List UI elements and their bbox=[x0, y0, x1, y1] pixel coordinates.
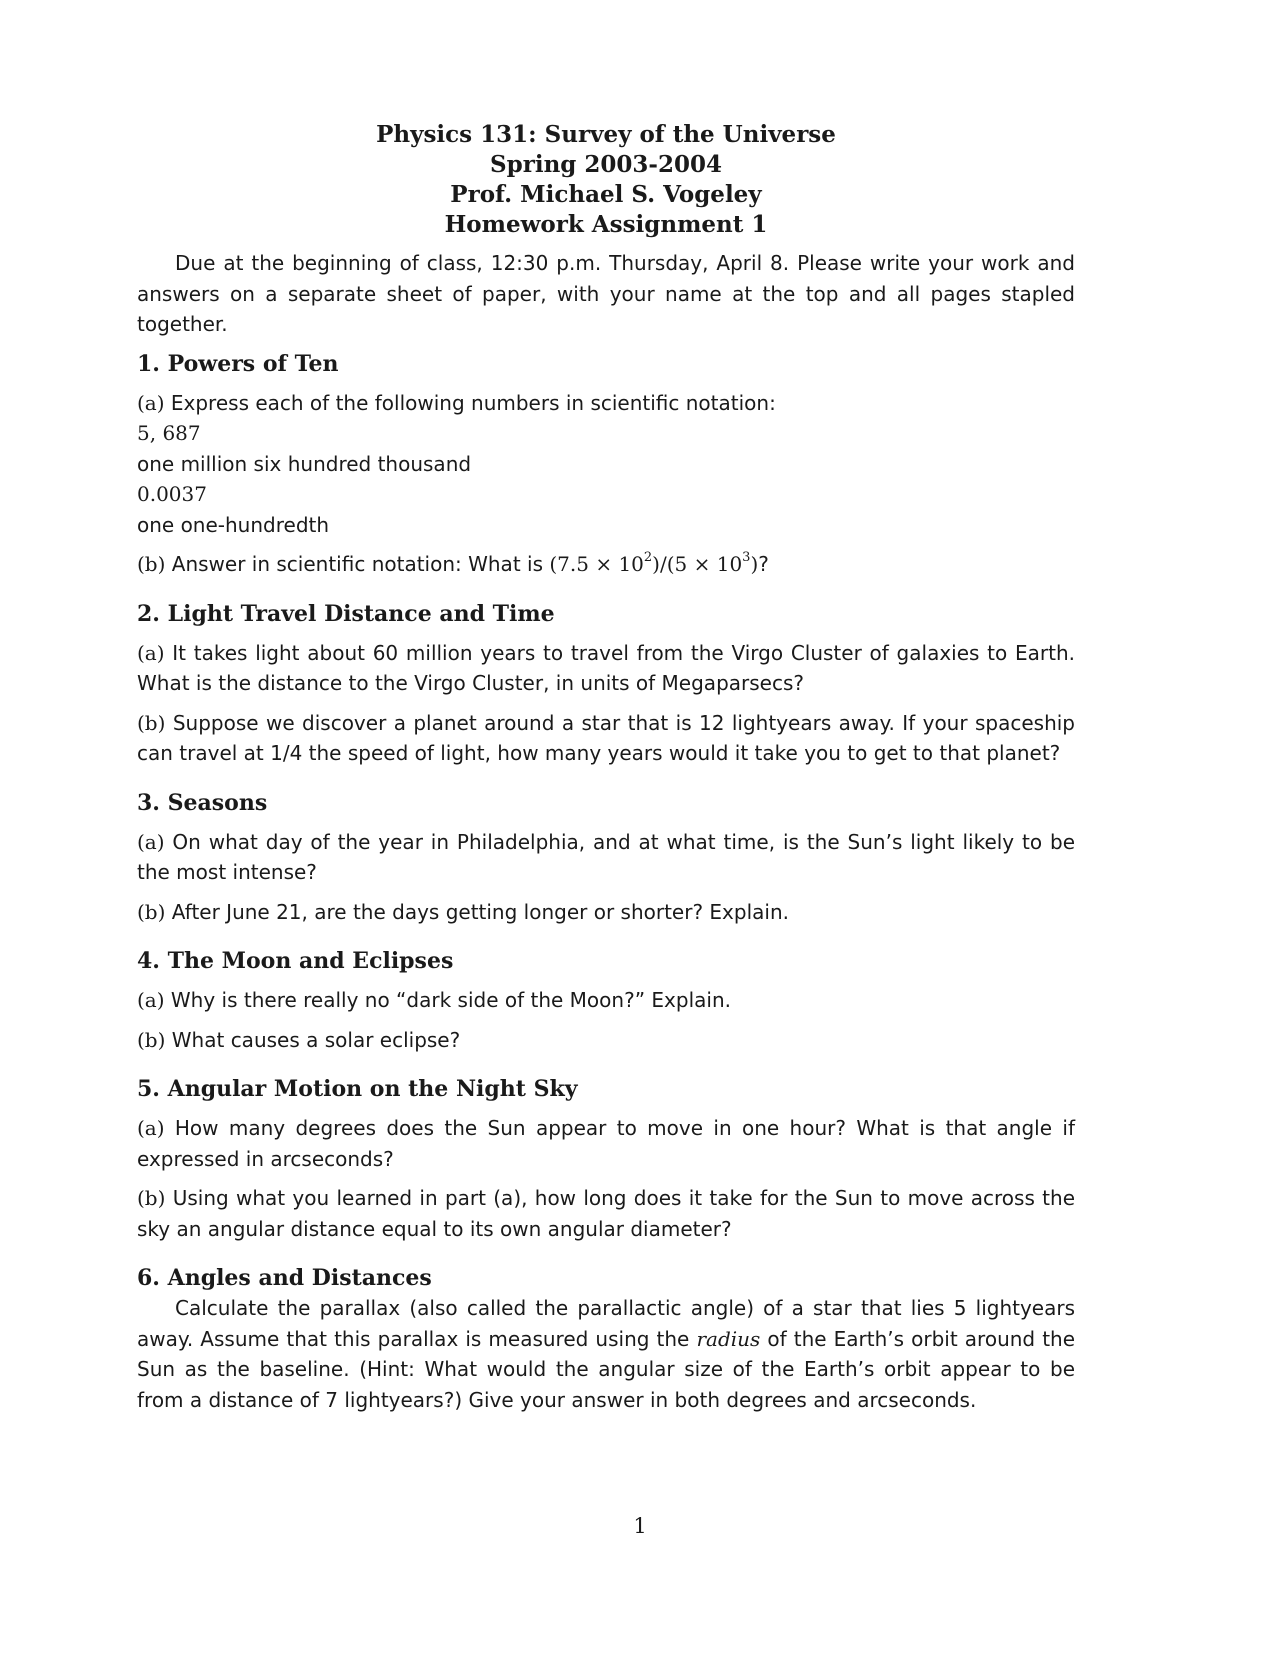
part-text: After June 21, are the days getting longer or shorter? Explain. bbox=[171, 899, 789, 924]
homework-page bbox=[137, 120, 1075, 1415]
section-1-title: 1. Powers of Ten bbox=[137, 350, 339, 377]
emphasis-radius: radius bbox=[696, 1326, 761, 1351]
assignment-title: Homework Assignment 1 bbox=[444, 211, 768, 238]
paragraph-text: of the Earth’s orbit around the Sun as the baseline. (Hint: What would the angular size of the Earth’s orbit appear to be from a distance of 7 lightyears?) Give your answer in both degrees and arcseconds. bbox=[137, 1326, 1076, 1412]
exponent: 2 bbox=[643, 550, 653, 566]
section-4-part-b bbox=[137, 1025, 1075, 1056]
math-part: )/(5 × 10 bbox=[652, 552, 743, 576]
part-label: (b) bbox=[137, 710, 166, 735]
part-text: It takes light about 60 million years to travel from the Virgo Cluster of galaxies to Earth. What is the distance to the Virgo Cluster, in units of Megaparsecs? bbox=[137, 640, 1075, 695]
section-1-items bbox=[137, 418, 1075, 540]
part-label: (a) bbox=[137, 988, 165, 1012]
list-item: 5, 687 bbox=[137, 421, 201, 445]
section-5-part-b bbox=[137, 1183, 1075, 1244]
list-item: one one-hundredth bbox=[137, 512, 330, 537]
part-label: (b) bbox=[137, 899, 166, 924]
math-part: (7.5 × 10 bbox=[549, 552, 644, 576]
section-2-title: 2. Light Travel Distance and Time bbox=[137, 600, 555, 627]
math-part: ) bbox=[750, 552, 759, 576]
section-2-part-a bbox=[137, 638, 1075, 699]
part-label: (a) bbox=[137, 390, 165, 415]
list-item: one million six hundred thousand bbox=[137, 451, 472, 476]
part-text: How many degrees does the Sun appear to move in one hour? What is that angle if expressed in arcseconds? bbox=[137, 1116, 1075, 1171]
section-3-part-b bbox=[137, 897, 1075, 928]
part-label: (a) bbox=[137, 829, 165, 854]
part-text: What causes a solar eclipse? bbox=[171, 1027, 461, 1052]
exponent: 3 bbox=[742, 550, 751, 566]
section-1-part-b bbox=[137, 549, 1075, 580]
list-item: 0.0037 bbox=[137, 482, 207, 506]
professor-name: Prof. Michael S. Vogeley bbox=[450, 181, 762, 208]
course-title: Physics 131: Survey of the Universe bbox=[376, 121, 836, 148]
question-mark: ? bbox=[758, 552, 769, 576]
intro-paragraph: Due at the beginning of class, 12:30 p.m. Thursday, April 8. Please write your work and answers on a separate sheet of paper, with your name at the top and all pages stapled together. bbox=[137, 251, 1075, 336]
section-3-part-a bbox=[137, 827, 1075, 888]
page-number: 1 bbox=[633, 1514, 647, 1538]
part-label: (a) bbox=[137, 1116, 165, 1140]
section-6-paragraph bbox=[137, 1293, 1075, 1415]
part-label: (b) bbox=[137, 1027, 166, 1052]
part-text: Using what you learned in part (a), how long does it take for the Sun to move across the sky an angular distance equal to its own angular diameter? bbox=[137, 1186, 1075, 1241]
section-3-title: 3. Seasons bbox=[137, 789, 268, 816]
part-text: Why is there really no “dark side of the Moon?” Explain. bbox=[170, 988, 731, 1012]
part-text: Suppose we discover a planet around a star that is 12 lightyears away. If your spaceship can travel at 1/4 the speed of light, how many years would it take you to get to that planet? bbox=[137, 710, 1075, 765]
section-4-part-a bbox=[137, 985, 1075, 1016]
part-label: (a) bbox=[137, 640, 165, 665]
part-text: Express each of the following numbers in scientific notation: bbox=[170, 390, 776, 415]
document-header bbox=[137, 120, 1075, 240]
part-label: (b) bbox=[137, 552, 166, 576]
part-text: Answer in scientific notation: What is bbox=[171, 552, 543, 576]
section-4-title: 4. The Moon and Eclipses bbox=[137, 948, 454, 974]
term: Spring 2003-2004 bbox=[490, 151, 722, 178]
part-text: On what day of the year in Philadelphia, and at what time, is the Sun’s light likely to be the most intense? bbox=[137, 829, 1075, 884]
section-5-title: 5. Angular Motion on the Night Sky bbox=[137, 1076, 578, 1102]
section-2-part-b bbox=[137, 708, 1075, 769]
section-6-title: 6. Angles and Distances bbox=[137, 1265, 432, 1291]
section-1-part-a bbox=[137, 388, 1075, 419]
math-expression bbox=[549, 552, 758, 576]
section-5-part-a bbox=[137, 1113, 1075, 1174]
paragraph-text: Calculate the parallax (also called the parallactic angle) of a star that lies 5 lightyears away. Assume that this parallax is measured using the bbox=[137, 1296, 1075, 1351]
part-label: (b) bbox=[137, 1186, 166, 1210]
